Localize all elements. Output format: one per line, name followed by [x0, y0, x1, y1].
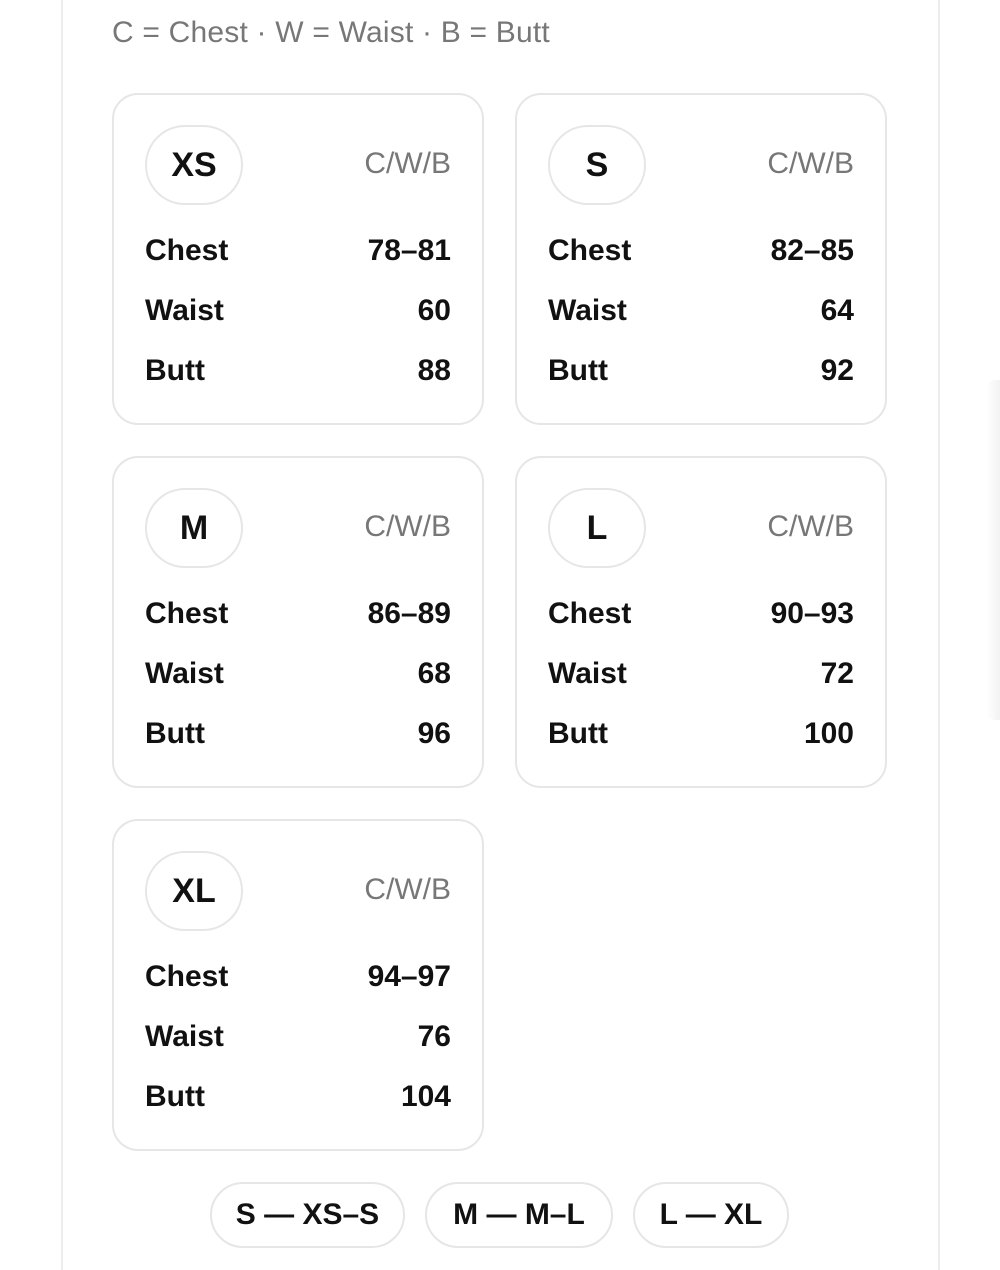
measurement-row-waist	[145, 1017, 451, 1057]
measurement-label: Chest	[145, 234, 229, 267]
measurement-value: 76	[417, 1020, 451, 1053]
measurement-value: 90–93	[770, 597, 854, 630]
measurement-value: 94–97	[367, 960, 451, 993]
measurement-label: Butt	[548, 717, 608, 750]
measurement-label: Waist	[145, 294, 224, 327]
measurement-value: 104	[400, 1080, 451, 1113]
size-mapping-pill-s[interactable]: S — XS–S	[210, 1182, 405, 1248]
measurement-label: Butt	[145, 1080, 205, 1113]
measurement-value: 60	[417, 294, 451, 327]
measurement-row-butt	[145, 351, 451, 391]
unit-label: C/W/B	[364, 873, 451, 906]
measurement-row-waist	[548, 654, 854, 694]
size-card-l	[515, 456, 887, 788]
measurement-value: 96	[417, 717, 451, 750]
measurement-value: 78–81	[367, 234, 451, 267]
unit-label: C/W/B	[767, 510, 854, 543]
measurement-label: Waist	[145, 1020, 224, 1053]
unit-label: C/W/B	[364, 147, 451, 180]
measurement-label: Waist	[548, 294, 627, 327]
measurement-row-chest	[548, 231, 854, 271]
legend-text: C = Chest · W = Waist · B = Butt	[112, 16, 550, 49]
measurement-label: Butt	[145, 354, 205, 387]
measurement-row-butt	[548, 351, 854, 391]
size-badge[interactable]: XL	[145, 851, 243, 931]
size-badge[interactable]: S	[548, 125, 646, 205]
measurement-label: Butt	[145, 717, 205, 750]
unit-label: C/W/B	[364, 510, 451, 543]
measurement-value: 64	[820, 294, 854, 327]
measurement-row-waist	[548, 291, 854, 331]
size-card-xl	[112, 819, 484, 1151]
measurement-value: 88	[417, 354, 451, 387]
scroll-edge-shadow	[986, 380, 1000, 720]
measurement-label: Waist	[548, 657, 627, 690]
size-card-m	[112, 456, 484, 788]
size-badge[interactable]: XS	[145, 125, 243, 205]
size-card-s	[515, 93, 887, 425]
measurement-row-chest	[145, 231, 451, 271]
size-card-xs	[112, 93, 484, 425]
size-mapping-pill-l[interactable]: L — XL	[633, 1182, 789, 1248]
measurement-value: 100	[803, 717, 854, 750]
size-badge[interactable]: M	[145, 488, 243, 568]
measurement-row-chest	[548, 594, 854, 634]
unit-label: C/W/B	[767, 147, 854, 180]
measurement-label: Chest	[145, 960, 229, 993]
measurement-value: 92	[820, 354, 854, 387]
size-badge[interactable]: L	[548, 488, 646, 568]
measurement-row-chest	[145, 594, 451, 634]
measurement-label: Waist	[145, 657, 224, 690]
measurement-label: Chest	[548, 597, 632, 630]
measurement-row-chest	[145, 957, 451, 997]
measurement-label: Chest	[548, 234, 632, 267]
measurement-row-butt	[548, 714, 854, 754]
measurement-row-butt	[145, 714, 451, 754]
measurement-value: 68	[417, 657, 451, 690]
measurement-label: Butt	[548, 354, 608, 387]
measurement-label: Chest	[145, 597, 229, 630]
measurement-value: 72	[820, 657, 854, 690]
measurement-value: 86–89	[367, 597, 451, 630]
measurement-value: 82–85	[770, 234, 854, 267]
measurement-row-butt	[145, 1077, 451, 1117]
measurement-row-waist	[145, 654, 451, 694]
measurement-row-waist	[145, 291, 451, 331]
size-mapping-pill-m[interactable]: M — M–L	[425, 1182, 613, 1248]
